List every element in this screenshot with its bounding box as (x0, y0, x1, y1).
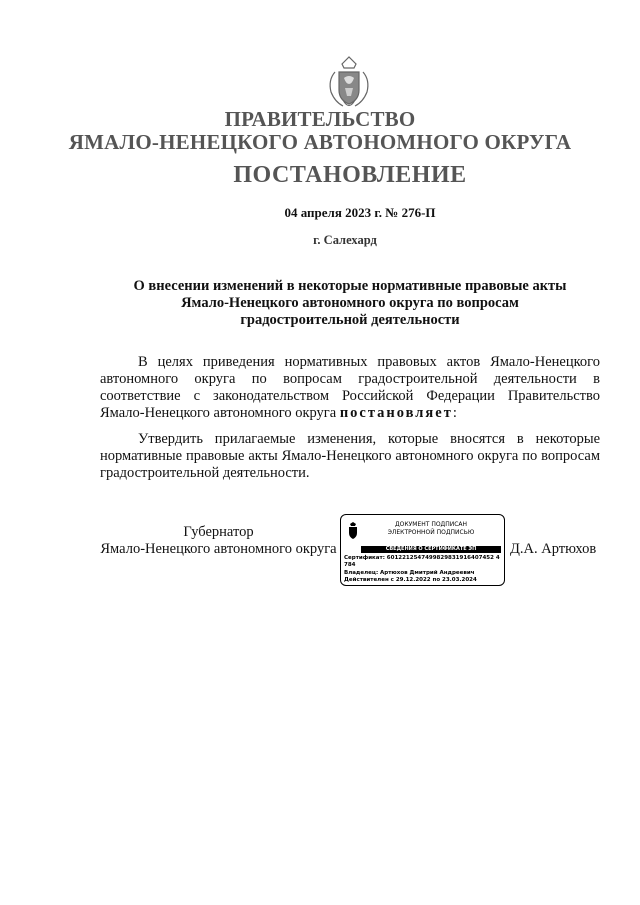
document-city: г. Салехард (313, 233, 377, 247)
body-paragraph-1 (100, 354, 600, 422)
coat-of-arms-emblem (322, 54, 376, 112)
subject-line: градостроительной деятельности (240, 312, 460, 328)
subject-line: О внесении изменений в некоторые нормативные правовые акты (133, 278, 567, 294)
signatory-position (100, 524, 337, 558)
stamp-title (361, 521, 501, 536)
stamp-certificate-number: Сертификат: 6012212547499829831916407452 4784 (344, 555, 500, 568)
stamp-title-line: ДОКУМЕНТ ПОДПИСАН (394, 521, 468, 528)
body-paragraph-2: Утвердить прилагаемые изменения, которые вносятся в некоторые нормативные правовые акты Ямало-Ненецкого автономного округа по вопросам градостроительной деятельности. (100, 431, 600, 481)
stamp-owner: Владелец: Артюхов Дмитрий Андреевич (344, 570, 475, 576)
government-region-title: ЯМАЛО-НЕНЕЦКОГО АВТОНОМНОГО ОКРУГА (68, 130, 572, 154)
resolution-keyword: постановляет (339, 405, 453, 421)
stamp-validity: Действителен с 29.12.2022 по 23.03.2024 (344, 577, 477, 583)
paragraph-text: В целях приведения нормативных правовых актов Ямало-Ненецкого автономного округа по вопросам градостроительной деятельности в соответствие с законодательством Российской Федерации Правительство Ямало-Ненецкого автономного округа (100, 354, 600, 421)
document-date-number: 04 апреля 2023 г. № 276-П (284, 205, 436, 220)
signatory-name: Д.А. Артюхов (510, 541, 597, 557)
government-title: ПРАВИТЕЛЬСТВО (224, 107, 416, 131)
position-line: Губернатор (183, 524, 254, 540)
document-type-title: ПОСТАНОВЛЕНИЕ (233, 162, 467, 188)
paragraph-end: : (452, 405, 457, 421)
stamp-certificate-bar: СВЕДЕНИЯ О СЕРТИФИКАТЕ ЭП (361, 546, 501, 553)
stamp-title-line: ЭЛЕКТРОННОЙ ПОДПИСЬЮ (387, 528, 475, 536)
coat-of-arms-small-icon (346, 522, 360, 540)
electronic-signature-stamp (340, 514, 505, 586)
position-line: Ямало-Ненецкого автономного округа (100, 541, 337, 557)
subject-line: Ямало-Ненецкого автономного округа по вопросам (181, 295, 519, 311)
document-subject (100, 278, 600, 329)
